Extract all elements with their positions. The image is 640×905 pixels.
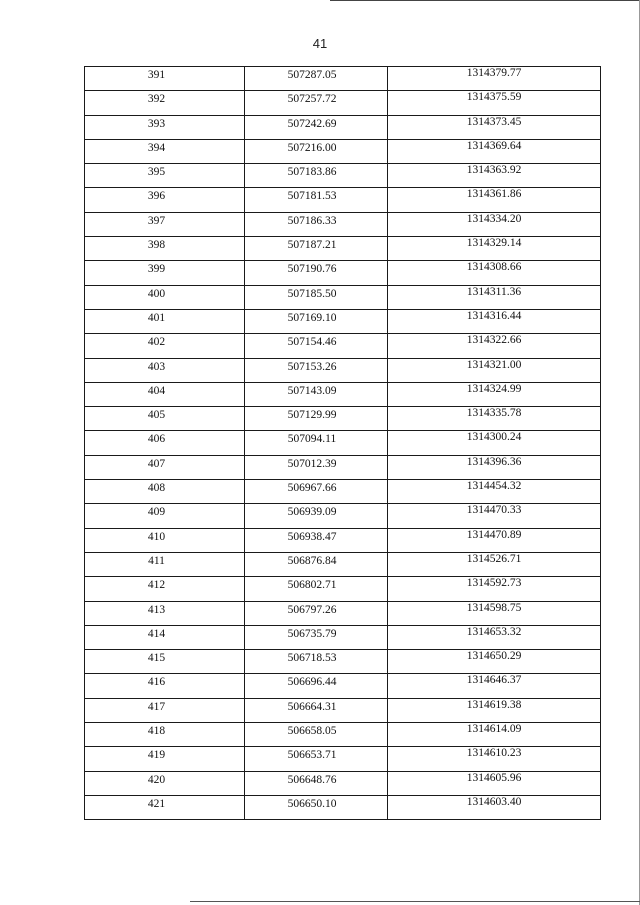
table-row: [85, 747, 601, 771]
y-coordinate-cell: [388, 795, 601, 819]
x-coordinate-cell-text: 506939.09: [287, 506, 337, 519]
x-coordinate-cell: [245, 528, 388, 552]
y-coordinate-cell-text: 1314311.36: [466, 285, 522, 298]
point-number-cell-text: 396: [147, 190, 166, 203]
point-number-cell-text: 406: [147, 433, 166, 446]
table-row: [85, 528, 601, 552]
y-coordinate-cell: [388, 431, 601, 455]
point-number-cell-text: 403: [147, 360, 166, 373]
table-row: [85, 650, 601, 674]
table-row: [85, 188, 601, 212]
x-coordinate-cell-text: 507183.86: [287, 166, 337, 179]
x-coordinate-cell: [245, 188, 388, 212]
table-row: [85, 164, 601, 188]
x-coordinate-cell-text: 507153.26: [287, 360, 337, 373]
y-coordinate-cell-text: 1314598.75: [466, 601, 522, 614]
x-coordinate-cell-text: 507094.11: [287, 433, 337, 446]
x-coordinate-cell: [245, 650, 388, 674]
point-number-cell-text: 420: [147, 773, 166, 786]
table-row: [85, 723, 601, 747]
coordinate-table: [84, 66, 601, 820]
y-coordinate-cell-text: 1314610.23: [466, 747, 522, 760]
x-coordinate-cell-text: 506696.44: [287, 676, 337, 689]
y-coordinate-cell-text: 1314369.64: [466, 139, 522, 152]
x-coordinate-cell: [245, 504, 388, 528]
table-row: [85, 552, 601, 576]
x-coordinate-cell-text: 507190.76: [287, 263, 337, 276]
point-number-cell: [85, 91, 245, 115]
x-coordinate-cell-text: 507181.53: [287, 190, 337, 203]
x-coordinate-cell: [245, 67, 388, 91]
point-number-cell: [85, 309, 245, 333]
point-number-cell-text: 393: [147, 117, 166, 130]
x-coordinate-cell-text: 506797.26: [287, 603, 337, 616]
x-coordinate-cell: [245, 261, 388, 285]
table-row: [85, 407, 601, 431]
page-number: 41: [312, 36, 328, 51]
x-coordinate-cell-text: 506648.76: [287, 773, 337, 786]
y-coordinate-cell-text: 1314454.32: [466, 480, 522, 493]
y-coordinate-cell: [388, 577, 601, 601]
table-row: [85, 601, 601, 625]
y-coordinate-cell-text: 1314650.29: [466, 650, 522, 663]
point-number-cell: [85, 480, 245, 504]
point-number-cell: [85, 455, 245, 479]
point-number-cell: [85, 698, 245, 722]
point-number-cell-text: 412: [147, 579, 166, 592]
x-coordinate-cell-text: 507154.46: [287, 336, 337, 349]
point-number-cell: [85, 382, 245, 406]
y-coordinate-cell: [388, 334, 601, 358]
x-coordinate-cell-text: 507242.69: [287, 117, 337, 130]
x-coordinate-cell-text: 507257.72: [287, 93, 337, 106]
point-number-cell-text: 391: [147, 69, 166, 81]
y-coordinate-cell: [388, 212, 601, 236]
table-row: [85, 309, 601, 333]
x-coordinate-cell-text: 506876.84: [287, 554, 337, 567]
point-number-cell: [85, 674, 245, 698]
table-row: [85, 237, 601, 261]
point-number-cell: [85, 261, 245, 285]
y-coordinate-cell: [388, 601, 601, 625]
x-coordinate-cell: [245, 382, 388, 406]
point-number-cell: [85, 771, 245, 795]
x-coordinate-cell-text: 506967.66: [287, 482, 337, 495]
y-coordinate-cell: [388, 261, 601, 285]
point-number-cell-text: 411: [148, 554, 165, 567]
x-coordinate-cell-text: 507012.39: [287, 457, 337, 470]
table-row: [85, 577, 601, 601]
y-coordinate-cell: [388, 382, 601, 406]
point-number-cell: [85, 237, 245, 261]
point-number-cell-text: 421: [147, 797, 166, 810]
y-coordinate-cell: [388, 285, 601, 309]
point-number-cell: [85, 139, 245, 163]
x-coordinate-cell-text: 507143.09: [287, 384, 337, 397]
y-coordinate-cell-text: 1314646.37: [466, 674, 522, 687]
y-coordinate-cell-text: 1314361.86: [466, 188, 522, 201]
y-coordinate-cell-text: 1314470.33: [466, 504, 522, 517]
x-coordinate-cell-text: 507185.50: [287, 287, 337, 300]
y-coordinate-cell: [388, 504, 601, 528]
table-row: [85, 504, 601, 528]
x-coordinate-cell: [245, 237, 388, 261]
x-coordinate-cell-text: 506802.71: [287, 579, 337, 592]
point-number-cell-text: 402: [147, 336, 166, 349]
y-coordinate-cell-text: 1314300.24: [466, 431, 522, 444]
point-number-cell-text: 416: [147, 676, 166, 689]
y-coordinate-cell: [388, 358, 601, 382]
table-row: [85, 795, 601, 819]
y-coordinate-cell-text: 1314324.99: [466, 382, 522, 395]
point-number-cell: [85, 358, 245, 382]
y-coordinate-cell: [388, 139, 601, 163]
table-row: [85, 455, 601, 479]
x-coordinate-cell-text: 507129.99: [287, 409, 337, 422]
y-coordinate-cell-text: 1314396.36: [466, 455, 522, 468]
point-number-cell-text: 407: [147, 457, 166, 470]
y-coordinate-cell-text: 1314329.14: [466, 237, 522, 250]
y-coordinate-cell-text: 1314379.77: [466, 67, 522, 79]
x-coordinate-cell: [245, 212, 388, 236]
point-number-cell-text: 392: [147, 93, 166, 106]
point-number-cell: [85, 334, 245, 358]
x-coordinate-cell-text: 506653.71: [287, 749, 337, 762]
x-coordinate-cell-text: 506718.53: [287, 652, 337, 665]
table-row: [85, 382, 601, 406]
y-coordinate-cell: [388, 650, 601, 674]
point-number-cell-text: 413: [147, 603, 166, 616]
table-row: [85, 115, 601, 139]
y-coordinate-cell-text: 1314603.40: [466, 795, 522, 808]
point-number-cell: [85, 212, 245, 236]
point-number-cell-text: 408: [147, 482, 166, 495]
y-coordinate-cell: [388, 625, 601, 649]
point-number-cell: [85, 601, 245, 625]
x-coordinate-cell-text: 506664.31: [287, 700, 337, 713]
table-row: [85, 212, 601, 236]
y-coordinate-cell: [388, 407, 601, 431]
point-number-cell: [85, 723, 245, 747]
x-coordinate-cell: [245, 115, 388, 139]
point-number-cell: [85, 650, 245, 674]
point-number-cell-text: 398: [147, 239, 166, 252]
x-coordinate-cell: [245, 334, 388, 358]
table-row: [85, 67, 601, 91]
y-coordinate-cell: [388, 164, 601, 188]
x-coordinate-cell-text: 506938.47: [287, 530, 337, 543]
point-number-cell-text: 401: [147, 311, 166, 324]
x-coordinate-cell: [245, 309, 388, 333]
x-coordinate-cell: [245, 480, 388, 504]
point-number-cell-text: 397: [147, 214, 166, 227]
point-number-cell: [85, 552, 245, 576]
x-coordinate-cell: [245, 723, 388, 747]
y-coordinate-cell-text: 1314605.96: [466, 771, 522, 784]
table-row: [85, 285, 601, 309]
x-coordinate-cell: [245, 795, 388, 819]
y-coordinate-cell-text: 1314653.32: [466, 625, 522, 638]
point-number-cell-text: 399: [147, 263, 166, 276]
table-row: [85, 261, 601, 285]
x-coordinate-cell: [245, 455, 388, 479]
y-coordinate-cell: [388, 115, 601, 139]
table-row: [85, 431, 601, 455]
point-number-cell: [85, 285, 245, 309]
x-coordinate-cell-text: 507169.10: [287, 311, 337, 324]
point-number-cell-text: 414: [147, 627, 166, 640]
x-coordinate-cell-text: 506650.10: [287, 797, 337, 810]
point-number-cell: [85, 528, 245, 552]
y-coordinate-cell: [388, 309, 601, 333]
point-number-cell-text: 410: [147, 530, 166, 543]
point-number-cell: [85, 795, 245, 819]
y-coordinate-cell: [388, 237, 601, 261]
point-number-cell-text: 419: [147, 749, 166, 762]
point-number-cell-text: 417: [147, 700, 166, 713]
y-coordinate-cell: [388, 747, 601, 771]
table-row: [85, 139, 601, 163]
x-coordinate-cell: [245, 552, 388, 576]
y-coordinate-cell-text: 1314308.66: [466, 261, 522, 274]
y-coordinate-cell-text: 1314526.71: [466, 552, 522, 565]
table-row: [85, 480, 601, 504]
x-coordinate-cell: [245, 91, 388, 115]
x-coordinate-cell-text: 507287.05: [287, 69, 337, 81]
scan-edge-bottom: [190, 901, 640, 902]
x-coordinate-cell-text: 506658.05: [287, 725, 337, 738]
x-coordinate-cell: [245, 431, 388, 455]
y-coordinate-cell-text: 1314470.89: [466, 528, 522, 541]
table-row: [85, 698, 601, 722]
x-coordinate-cell: [245, 771, 388, 795]
x-coordinate-cell: [245, 747, 388, 771]
y-coordinate-cell: [388, 552, 601, 576]
point-number-cell-text: 409: [147, 506, 166, 519]
point-number-cell-text: 404: [147, 384, 166, 397]
point-number-cell: [85, 625, 245, 649]
point-number-cell: [85, 115, 245, 139]
x-coordinate-cell: [245, 358, 388, 382]
y-coordinate-cell-text: 1314363.92: [466, 164, 522, 177]
x-coordinate-cell-text: 507186.33: [287, 214, 337, 227]
point-number-cell-text: 415: [147, 652, 166, 665]
y-coordinate-cell: [388, 455, 601, 479]
x-coordinate-cell-text: 506735.79: [287, 627, 337, 640]
y-coordinate-cell: [388, 91, 601, 115]
y-coordinate-cell-text: 1314373.45: [466, 115, 522, 128]
x-coordinate-cell: [245, 698, 388, 722]
point-number-cell: [85, 747, 245, 771]
y-coordinate-cell: [388, 67, 601, 91]
x-coordinate-cell: [245, 674, 388, 698]
y-coordinate-cell: [388, 771, 601, 795]
scan-edge-top: [330, 0, 640, 1]
y-coordinate-cell: [388, 723, 601, 747]
x-coordinate-cell: [245, 164, 388, 188]
y-coordinate-cell-text: 1314619.38: [466, 698, 522, 711]
x-coordinate-cell: [245, 577, 388, 601]
table-row: [85, 91, 601, 115]
point-number-cell: [85, 407, 245, 431]
point-number-cell: [85, 504, 245, 528]
point-number-cell: [85, 67, 245, 91]
point-number-cell: [85, 577, 245, 601]
y-coordinate-cell-text: 1314316.44: [466, 309, 522, 322]
y-coordinate-cell-text: 1314614.09: [466, 723, 522, 736]
y-coordinate-cell: [388, 188, 601, 212]
table-row: [85, 358, 601, 382]
y-coordinate-cell: [388, 528, 601, 552]
table-row: [85, 334, 601, 358]
point-number-cell: [85, 188, 245, 212]
point-number-cell-text: 418: [147, 725, 166, 738]
x-coordinate-cell: [245, 407, 388, 431]
y-coordinate-cell-text: 1314592.73: [466, 577, 522, 590]
x-coordinate-cell: [245, 625, 388, 649]
y-coordinate-cell-text: 1314335.78: [466, 407, 522, 420]
point-number-cell-text: 405: [147, 409, 166, 422]
y-coordinate-cell: [388, 698, 601, 722]
point-number-cell-text: 394: [147, 141, 166, 154]
y-coordinate-cell: [388, 674, 601, 698]
point-number-cell-text: 400: [147, 287, 166, 300]
table-row: [85, 625, 601, 649]
point-number-cell-text: 395: [147, 166, 166, 179]
point-number-cell: [85, 431, 245, 455]
x-coordinate-cell: [245, 285, 388, 309]
coordinate-table-body: [85, 67, 601, 820]
y-coordinate-cell-text: 1314334.20: [466, 212, 522, 225]
point-number-cell: [85, 164, 245, 188]
y-coordinate-cell-text: 1314322.66: [466, 334, 522, 347]
table-row: [85, 771, 601, 795]
y-coordinate-cell-text: 1314321.00: [466, 358, 522, 371]
x-coordinate-cell-text: 507187.21: [287, 239, 337, 252]
y-coordinate-cell: [388, 480, 601, 504]
x-coordinate-cell-text: 507216.00: [287, 141, 337, 154]
y-coordinate-cell-text: 1314375.59: [466, 91, 522, 104]
x-coordinate-cell: [245, 601, 388, 625]
x-coordinate-cell: [245, 139, 388, 163]
table-row: [85, 674, 601, 698]
